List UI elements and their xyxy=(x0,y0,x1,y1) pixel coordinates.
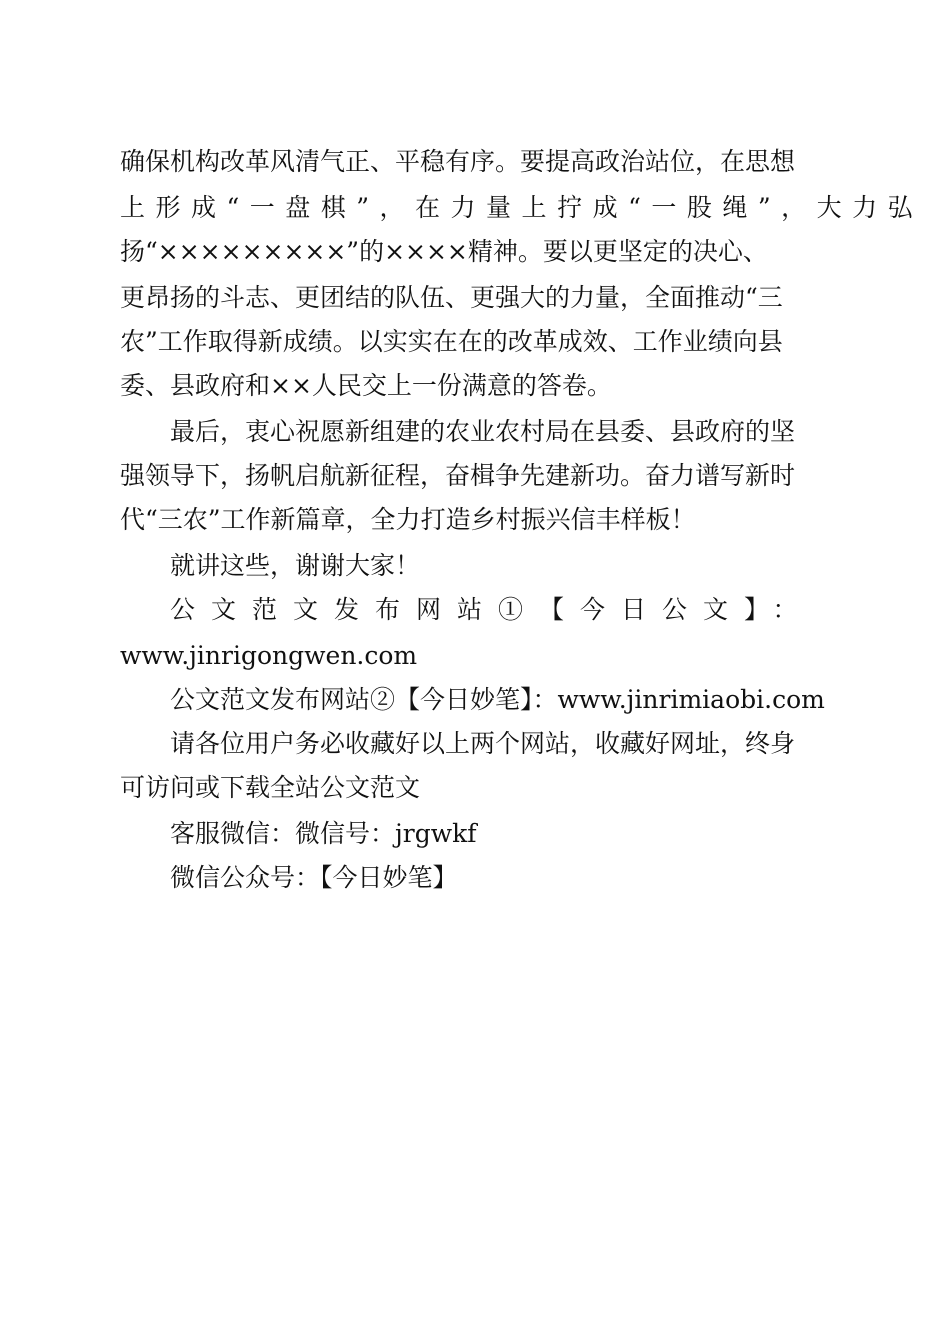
paragraph-line: 委、县政府和××人民交上一份满意的答卷。 xyxy=(120,371,612,400)
notice-line: 可访问或下载全站公文范文 xyxy=(120,773,421,802)
paragraph-line: 扬“×××××××××”的××××精神。要以更坚定的决心、 xyxy=(120,237,768,266)
paragraph-line: 上形成“一盘棋”，在力量上拧成“一股绳”，大力弘 xyxy=(120,193,924,222)
official-account: 微信公众号：【今日妙笔】 xyxy=(170,863,458,892)
paragraph-line: 确保机构改革风清气正、平稳有序。要提高政治站位，在思想 xyxy=(120,147,796,176)
notice-line: 请各位用户务必收藏好以上两个网站，收藏好网址，终身 xyxy=(170,729,796,758)
site1-label: 公文范文发布网站①【今日公文】： xyxy=(170,595,814,624)
site1-url[interactable]: www.jinrigongwen.com xyxy=(120,641,418,670)
closing-line: 就讲这些，谢谢大家！ xyxy=(170,551,421,580)
paragraph-line: 最后，衷心祝愿新组建的农业农村局在县委、县政府的坚 xyxy=(170,417,796,446)
site2-line[interactable]: 公文范文发布网站②【今日妙笔】：www.jinrimiaobi.com xyxy=(170,685,825,714)
paragraph-line: 强领导下，扬帆启航新征程，奋楫争先建新功。奋力谱写新时 xyxy=(120,461,796,490)
service-wechat: 客服微信：微信号：jrgwkf xyxy=(170,819,477,848)
paragraph-line: 更昂扬的斗志、更团结的队伍、更强大的力量，全面推动“三 xyxy=(120,283,783,312)
paragraph-line: 农”工作取得新成绩。以实实在在的改革成效、工作业绩向县 xyxy=(120,327,783,356)
paragraph-line: 代“三农”工作新篇章，全力打造乡村振兴信丰样板！ xyxy=(120,505,696,534)
